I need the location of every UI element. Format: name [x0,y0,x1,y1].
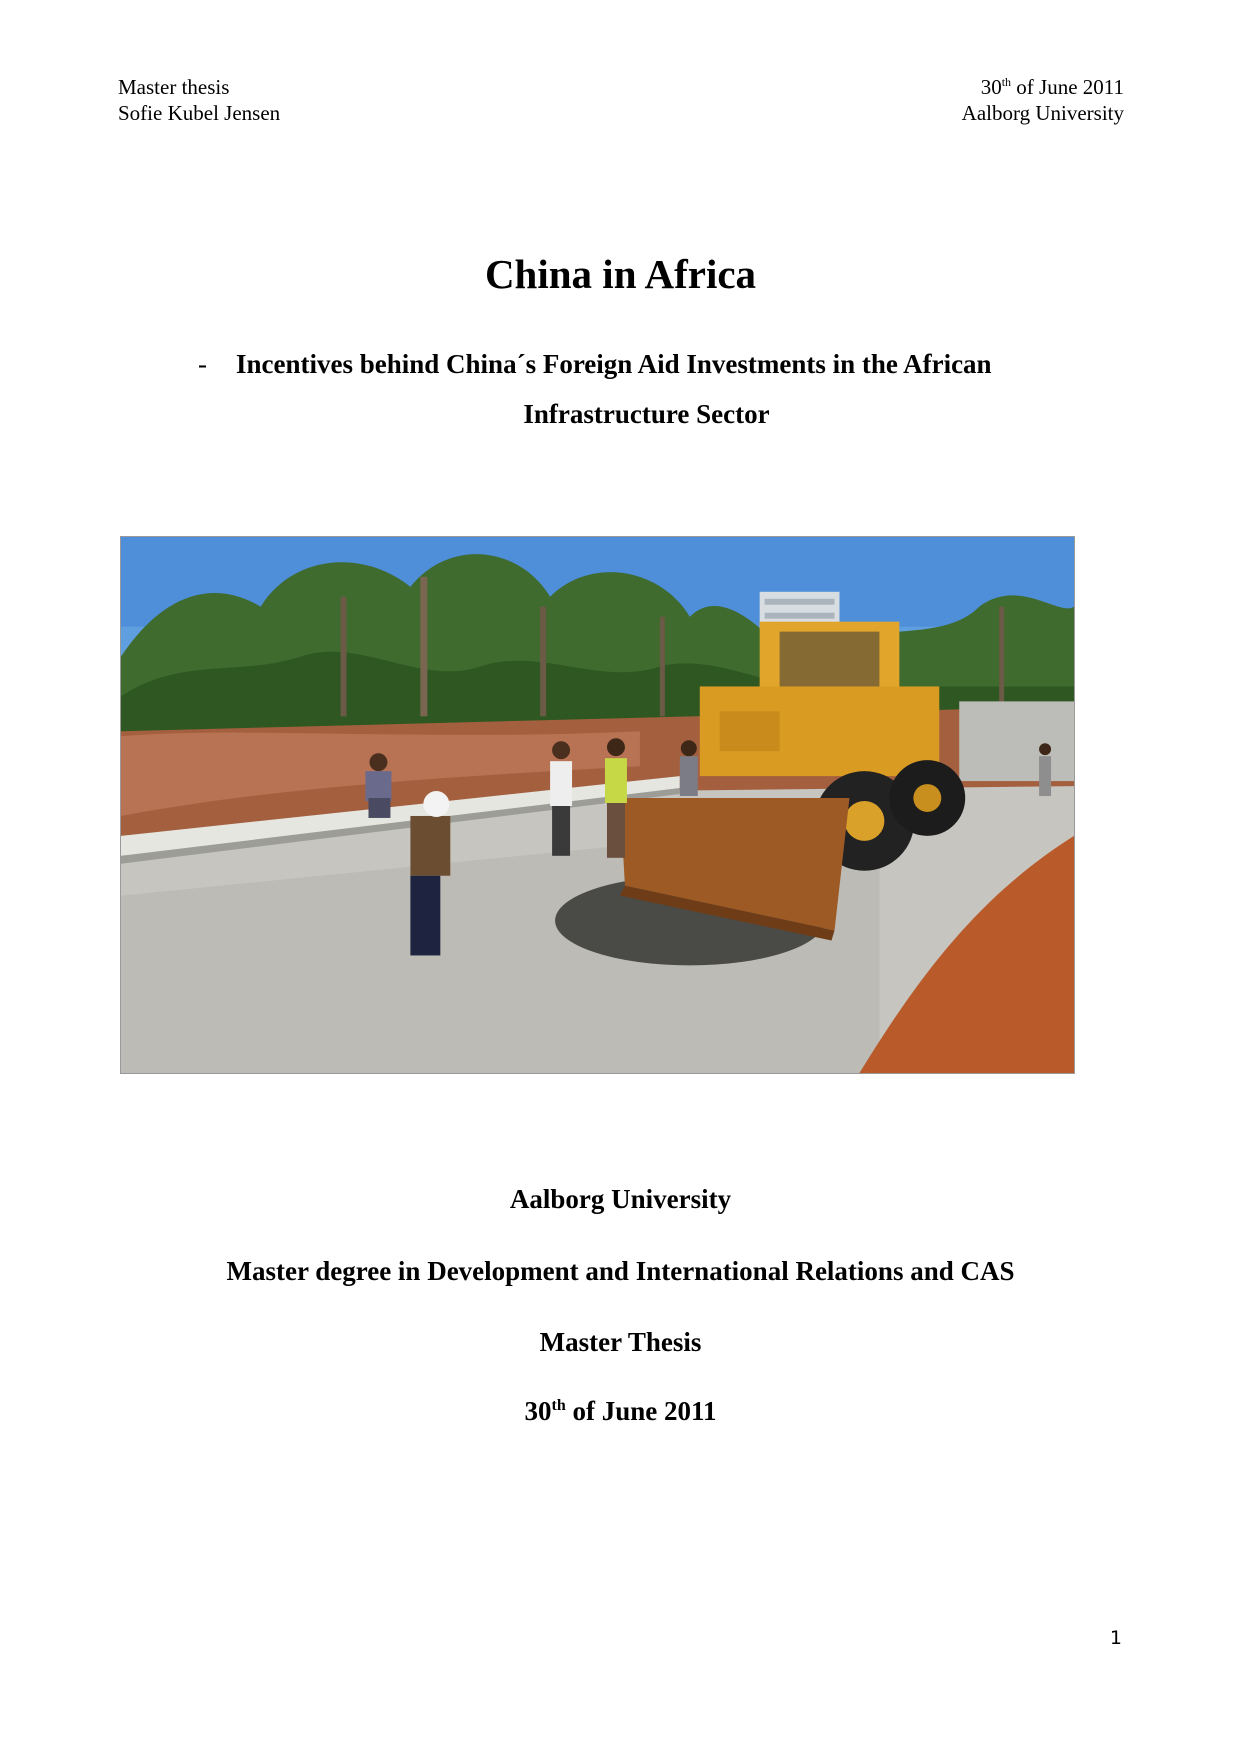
subtitle-line-1: Incentives behind China´s Foreign Aid Investments in the African [236,349,992,379]
university-name: Aalborg University [509,1184,732,1214]
header-institution: Aalborg University [961,101,1124,125]
page-number: 1 [1109,1627,1122,1649]
degree-program: Master degree in Development and International Relations and CAS [226,1256,1015,1286]
submission-date: 30th of June 2011 [524,1396,717,1426]
header-author: Sofie Kubel Jensen [118,101,281,125]
subtitle-line-2: Infrastructure Sector [523,399,770,429]
running-header-left [118,74,280,126]
header-date: 30th of June 2011 [980,75,1124,99]
document-title: China in Africa [484,251,757,297]
cover-photo [120,536,1075,1074]
subtitle-dash: - [198,349,207,379]
construction-site-illustration [121,537,1074,1073]
thesis-type: Master Thesis [539,1327,702,1357]
running-header-right [962,74,1124,126]
header-doc-type: Master thesis [118,75,230,99]
